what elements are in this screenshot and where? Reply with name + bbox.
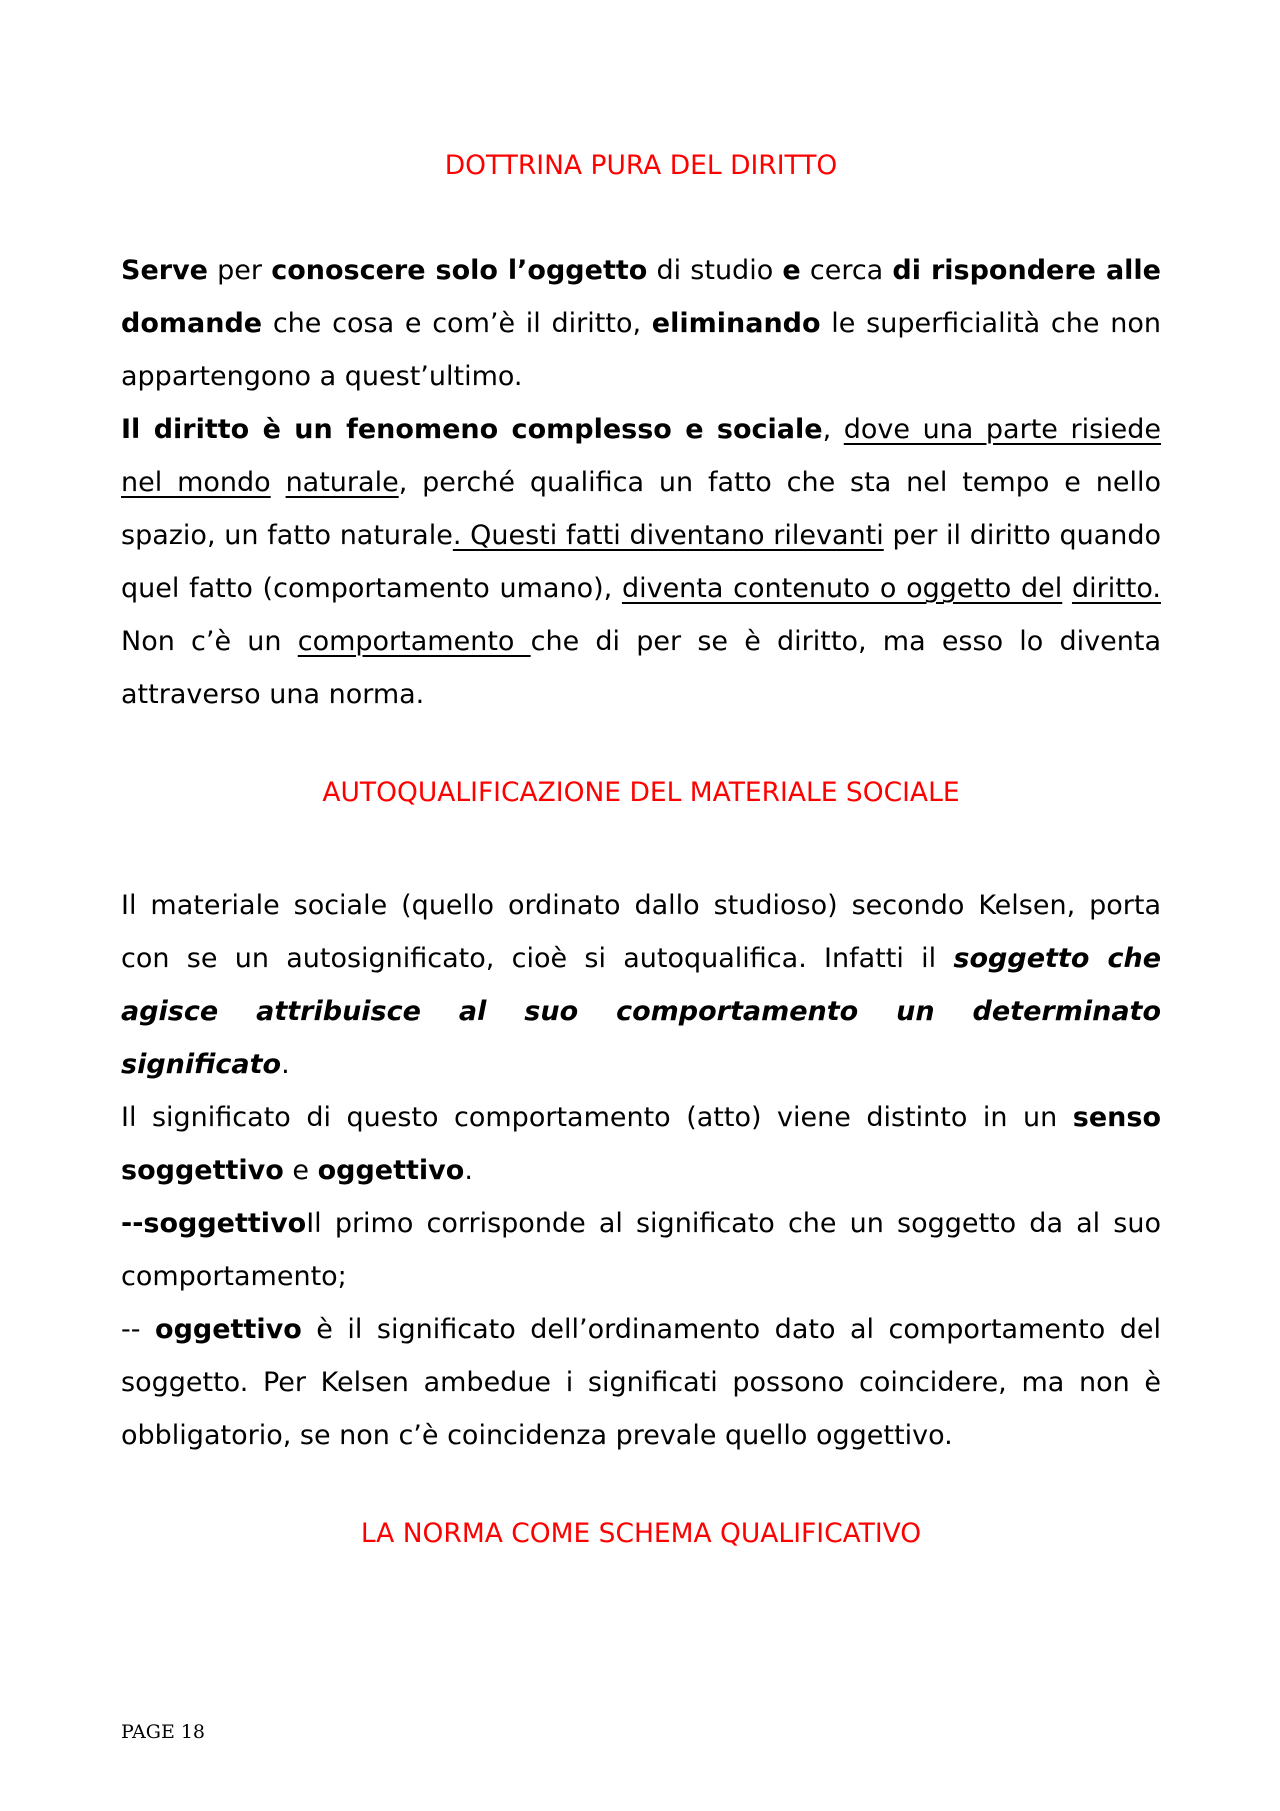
text: che di per se è diritto, ma esso lo diventa attraverso una norma. [121,626,1162,710]
paragraph-diritto-fenomeno [121,403,1161,721]
text: Il materiale sociale (quello ordinato dallo studioso) secondo Kelsen, porta con se un autosignificato, cioè si autoqualifica. Infatti il [121,890,1161,974]
text: cerca [800,255,893,286]
text: e [283,1155,318,1186]
text: -- [121,1314,156,1345]
text: . [281,1049,290,1080]
text: Il primo corrisponde al significato che un soggetto da al suo comportamento; [121,1208,1161,1292]
text-underlined: diritto. [1071,573,1161,604]
text-bold-italic: soggetto che agisce attribuisce al suo comportamento un determinato significato [121,943,1162,1080]
text-bold: --soggettivo [121,1208,307,1239]
text-bold: eliminando [651,308,821,339]
text: per [208,255,272,286]
section-heading-norma: LA NORMA COME SCHEMA QUALIFICATIVO [360,1518,922,1549]
text: Non c’è un [121,626,298,657]
text: è il significato dell’ordinamento dato al comportamento del soggetto. Per Kelsen ambedue i significati possono coincidere, ma non è obbligatorio, se non c’è coincidenza prevale quello oggettivo. [121,1314,1162,1451]
text-underlined: diventa contenuto o oggetto del [621,573,1063,604]
text-underlined: . Questi fatti diventano rilevanti [452,520,884,551]
text-underlined: dove una parte risiede nel mondo [121,414,1161,498]
section-heading-dottrina: DOTTRINA PURA DEL DIRITTO [444,150,838,181]
page-footer [121,1721,205,1743]
text-underlined: naturale [285,467,399,498]
text-bold: oggettivo [155,1314,302,1345]
text-bold: di rispondere alle domande [121,255,1161,339]
page-content [121,148,1161,1552]
text [271,467,286,498]
paragraph-soggettivo [121,1197,1161,1303]
text: per il diritto quando quel fatto (comportamento umano), [121,520,1162,604]
text-bold: e [782,255,801,286]
text-bold: Il diritto è un fenomeno complesso e sociale [121,414,823,445]
text: , [822,414,844,445]
text: . [464,1155,473,1186]
text: le superficialità che non appartengono a quest’ultimo. [121,308,1161,392]
page-label: PAGE [121,1721,175,1743]
section-heading-autoqualificazione: AUTOQUALIFICAZIONE DEL MATERIALE SOCIALE [322,777,960,808]
text: di studio [647,255,783,286]
paragraph-serve [121,244,1161,403]
text: Il significato di questo comportamento (atto) viene distinto in un [121,1102,1073,1133]
text-bold: oggettivo [317,1155,465,1186]
text-bold: senso soggettivo [121,1102,1161,1186]
text: che cosa e com’è il diritto, [262,308,652,339]
text-underlined: comportamento [297,626,531,657]
text [1062,573,1072,604]
text: , perché qualifica un fatto che sta nel tempo e nello spazio, un fatto naturale [121,467,1161,551]
paragraph-materiale-sociale [121,879,1161,1091]
paragraph-oggettivo [121,1303,1161,1462]
text-bold: Serve [121,255,208,286]
paragraph-significato [121,1091,1161,1197]
page-number: 18 [180,1721,205,1743]
text-bold: conoscere solo l’oggetto [271,255,648,286]
